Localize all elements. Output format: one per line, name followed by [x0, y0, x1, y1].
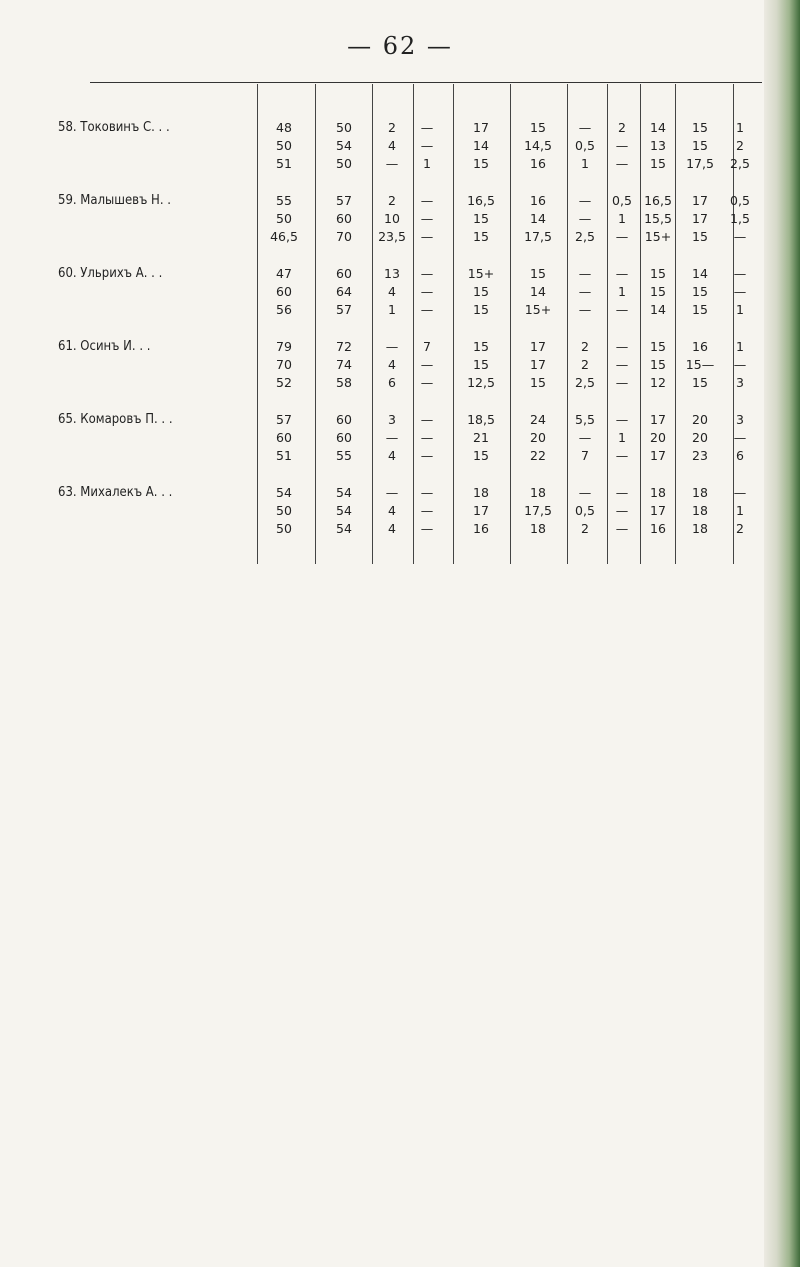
table-cell: —	[420, 503, 434, 518]
table-cell: 48	[276, 120, 292, 135]
table-cell: —	[615, 266, 629, 281]
table-cell: 17	[650, 412, 666, 427]
table-cell: —	[420, 485, 434, 500]
table-cell: 14	[650, 302, 666, 317]
table-cell: —	[615, 375, 629, 390]
table-cell: 15	[473, 211, 489, 226]
table-row	[40, 193, 762, 211]
table-cell: —	[615, 448, 629, 463]
table-cell: —	[578, 485, 592, 500]
table-cell: 60	[276, 284, 292, 299]
table-cell: 60	[336, 266, 352, 281]
table-cell: 79	[276, 339, 292, 354]
table-cell: 2	[736, 521, 744, 536]
table-cell: 1	[736, 302, 744, 317]
table-cell: 22	[530, 448, 546, 463]
table-cell: 3	[736, 412, 744, 427]
person-name: 60. Ульрихъ А. . .	[58, 266, 163, 281]
table-cell: 18	[530, 521, 546, 536]
person-name: 58. Токовинъ С. . .	[58, 120, 170, 135]
table-cell: 17	[650, 503, 666, 518]
table-cell: 46,5	[270, 229, 298, 244]
table-row	[40, 339, 762, 357]
table-cell: 4	[388, 521, 396, 536]
table-cell: —	[615, 357, 629, 372]
table-row	[40, 430, 762, 448]
table-top-rule	[90, 82, 762, 83]
table-row	[40, 138, 762, 156]
table-cell: 1	[581, 156, 589, 171]
table-cell: —	[615, 485, 629, 500]
table-cell: 13	[384, 266, 400, 281]
table-cell: —	[578, 193, 592, 208]
table-cell: —	[733, 357, 747, 372]
table-cell: —	[733, 430, 747, 445]
table-cell: 17	[473, 503, 489, 518]
table-cell: 15—	[685, 357, 715, 372]
table-cell: —	[420, 229, 434, 244]
table-cell: 16	[473, 521, 489, 536]
table-cell: 1	[736, 120, 744, 135]
table-cell: 58	[336, 375, 352, 390]
table-cell: 5,5	[575, 412, 595, 427]
table-cell: 2,5	[575, 375, 595, 390]
page-edge-scan	[764, 0, 800, 1267]
table-cell: 7	[423, 339, 431, 354]
table-cell: —	[615, 339, 629, 354]
table-cell: 17	[692, 211, 708, 226]
table-cell: 18	[692, 521, 708, 536]
table-cell: 4	[388, 284, 396, 299]
table-cell: 70	[276, 357, 292, 372]
table-cell: 17	[650, 448, 666, 463]
table-cell: —	[578, 430, 592, 445]
table-cell: 60	[336, 412, 352, 427]
table-cell: 20	[692, 430, 708, 445]
table-cell: 18	[473, 485, 489, 500]
table-cell: 15	[530, 375, 546, 390]
table-cell: 1	[736, 503, 744, 518]
table-cell: —	[578, 266, 592, 281]
table-cell: —	[385, 156, 399, 171]
table-row	[40, 503, 762, 521]
table-cell: —	[420, 357, 434, 372]
table-cell: 15	[650, 156, 666, 171]
table-cell: 2	[581, 339, 589, 354]
table-cell: 2,5	[575, 229, 595, 244]
table-cell: 50	[276, 521, 292, 536]
table-cell: 6	[736, 448, 744, 463]
table-cell: 15	[473, 284, 489, 299]
table-cell: 50	[276, 503, 292, 518]
table-cell: —	[615, 302, 629, 317]
table-cell: 50	[336, 156, 352, 171]
table-cell: 20	[650, 430, 666, 445]
table-row	[40, 412, 762, 430]
table-cell: 54	[276, 485, 292, 500]
table-row	[40, 375, 762, 393]
table-row	[40, 229, 762, 247]
table-cell: —	[420, 448, 434, 463]
table-cell: 14,5	[524, 138, 552, 153]
table-cell: —	[420, 138, 434, 153]
table-cell: 12	[650, 375, 666, 390]
table-cell: 20	[692, 412, 708, 427]
table-cell: 64	[336, 284, 352, 299]
person-name: 63. Михалекъ А. . .	[58, 485, 173, 500]
table-cell: 15	[692, 284, 708, 299]
table-cell: 14	[473, 138, 489, 153]
table-cell: 1	[423, 156, 431, 171]
table-cell: 54	[336, 503, 352, 518]
table-cell: —	[615, 412, 629, 427]
table-cell: 17	[530, 339, 546, 354]
table-row	[40, 521, 762, 539]
table-cell: 15	[692, 120, 708, 135]
table-cell: 55	[276, 193, 292, 208]
table-cell: 17	[530, 357, 546, 372]
person-name: 61. Осинъ И. . .	[58, 339, 151, 354]
table-cell: 1,5	[730, 211, 750, 226]
table-cell: 57	[336, 193, 352, 208]
table-cell: 23	[692, 448, 708, 463]
table-cell: 17,5	[524, 503, 552, 518]
table-cell: 1	[388, 302, 396, 317]
table-cell: 54	[336, 485, 352, 500]
table-cell: 4	[388, 448, 396, 463]
table-cell: —	[578, 284, 592, 299]
table-cell: 2	[388, 193, 396, 208]
person-name: 65. Комаровъ П. . .	[58, 412, 173, 427]
table-cell: 2	[388, 120, 396, 135]
table-cell: —	[615, 229, 629, 244]
table-cell: 1	[618, 211, 626, 226]
table-cell: 60	[336, 430, 352, 445]
table-cell: —	[733, 284, 747, 299]
table-cell: 4	[388, 503, 396, 518]
table-cell: 18	[692, 485, 708, 500]
table-cell: 15,5	[644, 211, 672, 226]
table-row	[40, 448, 762, 466]
table-cell: —	[420, 430, 434, 445]
table-cell: 16,5	[467, 193, 495, 208]
table-cell: 14	[530, 211, 546, 226]
table-cell: 6	[388, 375, 396, 390]
table-cell: 16	[530, 193, 546, 208]
table-cell: 18,5	[467, 412, 495, 427]
table-cell: 57	[336, 302, 352, 317]
table-cell: 18	[530, 485, 546, 500]
table-cell: 54	[336, 138, 352, 153]
table-cell: —	[385, 485, 399, 500]
table-cell: 24	[530, 412, 546, 427]
table-cell: 15	[650, 339, 666, 354]
table-cell: —	[420, 211, 434, 226]
table-cell: 1	[618, 284, 626, 299]
table-cell: 15	[473, 229, 489, 244]
table-cell: —	[615, 503, 629, 518]
table-cell: 14	[530, 284, 546, 299]
table-cell: 51	[276, 156, 292, 171]
table-cell: —	[578, 120, 592, 135]
table-cell: —	[385, 339, 399, 354]
table-cell: 60	[336, 211, 352, 226]
table-row	[40, 302, 762, 320]
table-cell: 15	[692, 138, 708, 153]
table-cell: 15	[692, 229, 708, 244]
table-cell: 56	[276, 302, 292, 317]
table-cell: 0,5	[612, 193, 632, 208]
table-cell: 51	[276, 448, 292, 463]
table-cell: 12,5	[467, 375, 495, 390]
table-cell: 72	[336, 339, 352, 354]
table-cell: 4	[388, 138, 396, 153]
table-cell: —	[420, 302, 434, 317]
table-cell: 50	[336, 120, 352, 135]
table-cell: 15	[650, 284, 666, 299]
person-name: 59. Малышевъ Н. .	[58, 193, 171, 208]
table-cell: 15	[692, 302, 708, 317]
table-cell: 0,5	[575, 503, 595, 518]
table-cell: 10	[384, 211, 400, 226]
table-cell: 16,5	[644, 193, 672, 208]
table-cell: 7	[581, 448, 589, 463]
table-row	[40, 266, 762, 284]
table-cell: 50	[276, 138, 292, 153]
table-cell: —	[420, 521, 434, 536]
table-cell: 4	[388, 357, 396, 372]
table-cell: 3	[388, 412, 396, 427]
table-cell: 16	[692, 339, 708, 354]
table-cell: 52	[276, 375, 292, 390]
table-cell: —	[615, 521, 629, 536]
table-cell: 2	[618, 120, 626, 135]
table-cell: 1	[618, 430, 626, 445]
table-cell: —	[420, 120, 434, 135]
table-cell: 15	[473, 156, 489, 171]
table-cell: 17,5	[524, 229, 552, 244]
table-cell: 15	[692, 375, 708, 390]
table-cell: 0,5	[575, 138, 595, 153]
table-row	[40, 211, 762, 229]
table-cell: —	[615, 156, 629, 171]
table-cell: —	[733, 266, 747, 281]
table-row	[40, 120, 762, 138]
table-row	[40, 485, 762, 503]
table-cell: 2,5	[730, 156, 750, 171]
table-cell: 14	[692, 266, 708, 281]
table-cell: 70	[336, 229, 352, 244]
table-cell: 60	[276, 430, 292, 445]
table-cell: 55	[336, 448, 352, 463]
table-cell: 15	[530, 266, 546, 281]
table-cell: 18	[650, 485, 666, 500]
table-cell: 15	[473, 357, 489, 372]
table-cell: 15+	[644, 229, 672, 244]
table-cell: 15	[650, 357, 666, 372]
table-cell: 16	[650, 521, 666, 536]
table-cell: 2	[581, 357, 589, 372]
table-cell: 14	[650, 120, 666, 135]
table-cell: 15	[473, 302, 489, 317]
table-cell: 2	[736, 138, 744, 153]
table-cell: 21	[473, 430, 489, 445]
table-cell: —	[733, 229, 747, 244]
table-cell: 15+	[524, 302, 552, 317]
table-cell: —	[733, 485, 747, 500]
table-cell: 54	[336, 521, 352, 536]
page-number: — 62 —	[347, 32, 453, 60]
table-row	[40, 357, 762, 375]
table-cell: 15+	[467, 266, 495, 281]
table-cell: —	[578, 211, 592, 226]
table-row	[40, 284, 762, 302]
data-table	[40, 84, 762, 564]
table-cell: 74	[336, 357, 352, 372]
table-row	[40, 156, 762, 174]
table-cell: 16	[530, 156, 546, 171]
table-cell: 2	[581, 521, 589, 536]
table-cell: —	[420, 375, 434, 390]
table-cell: 13	[650, 138, 666, 153]
table-cell: 17	[692, 193, 708, 208]
table-cell: —	[420, 193, 434, 208]
table-cell: 20	[530, 430, 546, 445]
table-cell: —	[615, 138, 629, 153]
table-cell: —	[420, 412, 434, 427]
table-cell: 0,5	[730, 193, 750, 208]
table-cell: —	[420, 266, 434, 281]
table-cell: —	[420, 284, 434, 299]
table-cell: 17,5	[686, 156, 714, 171]
table-cell: 1	[736, 339, 744, 354]
table-cell: 15	[530, 120, 546, 135]
table-cell: 23,5	[378, 229, 406, 244]
table-cell: 57	[276, 412, 292, 427]
table-cell: —	[385, 430, 399, 445]
table-cell: 47	[276, 266, 292, 281]
table-cell: 50	[276, 211, 292, 226]
table-cell: 15	[473, 339, 489, 354]
table-cell: 17	[473, 120, 489, 135]
table-cell: —	[578, 302, 592, 317]
table-cell: 18	[692, 503, 708, 518]
table-cell: 15	[650, 266, 666, 281]
table-cell: 15	[473, 448, 489, 463]
table-cell: 3	[736, 375, 744, 390]
